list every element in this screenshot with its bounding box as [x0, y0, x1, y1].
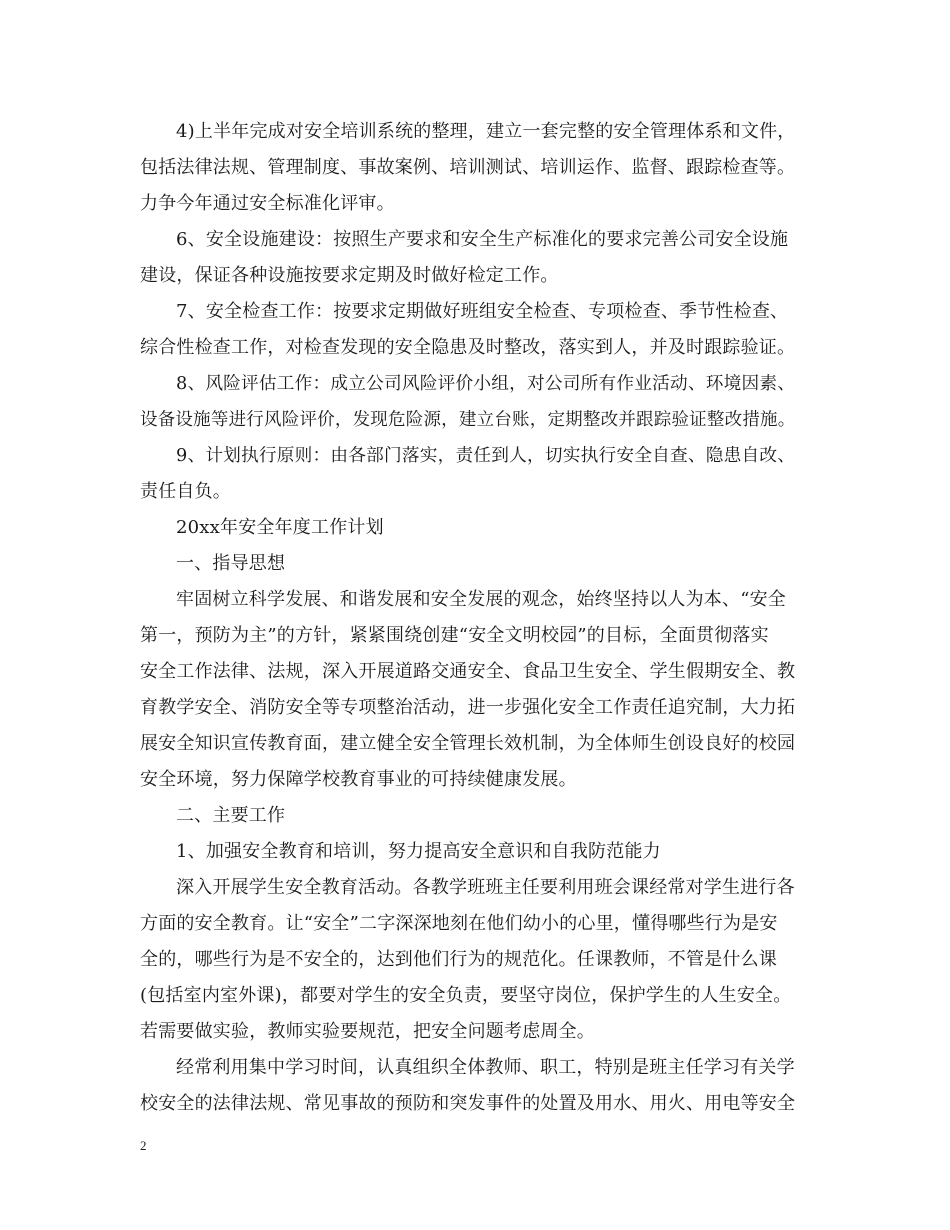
- text-line: 全的，哪些行为是不安全的，达到他们行为的规范化。任课教师，不管是什么课: [140, 949, 777, 970]
- paragraph: [140, 834, 830, 870]
- text-line: 校安全的法律法规、常见事故的预防和突发事件的处置及用水、用火、用电等安全: [140, 1093, 796, 1114]
- text-line: 包括法律法规、管理制度、事故案例、培训测试、培训运作、监督、跟踪检查等。: [140, 157, 796, 178]
- paragraph: [140, 798, 830, 834]
- text-line: 深入开展学生安全教育活动。各教学班班主任要利用班会课经常对学生进行各: [176, 877, 795, 898]
- text-line: 20xx年安全年度工作计划: [176, 517, 384, 538]
- text-line: 安全工作法律、法规，深入开展道路交通安全、食品卫生安全、学生假期安全、教: [140, 661, 796, 682]
- text-line: 一、指导思想: [176, 553, 286, 574]
- text-line: 安全环境，努力保障学校教育事业的可持续健康发展。: [140, 769, 577, 790]
- text-line: 方面的安全教育。让“安全”二字深深地刻在他们幼小的心里，懂得哪些行为是安: [140, 913, 778, 934]
- text-line: 若需要做实验，教师实验要规范，把安全问题考虑周全。: [140, 1021, 595, 1042]
- paragraph: [140, 1050, 830, 1122]
- text-line: 8、风险评估工作：成立公司风险评价小组，对公司所有作业活动、环境因素、: [176, 374, 796, 394]
- paragraph: [140, 114, 830, 222]
- text-line: 1、加强安全教育和培训，努力提高安全意识和自我防范能力: [176, 841, 661, 862]
- text-line: (包括室内室外课)，都要对学生的安全负责，要坚守岗位，保护学生的人生安全。: [140, 985, 792, 1006]
- text-line: 4)上半年完成对安全培训系统的整理，建立一套完整的安全管理体系和文件，: [176, 121, 796, 142]
- text-line: 综合性检查工作，对检查发现的安全隐患及时整改，落实到人，并及时跟踪验证。: [140, 337, 796, 358]
- text-line: 9、计划执行原则：由各部门落实，责任到人，切实执行安全自查、隐患自改、: [176, 446, 796, 466]
- text-line: 经常利用集中学习时间，认真组织全体教师、职工，特别是班主任学习有关学: [176, 1057, 795, 1078]
- text-line: 展安全知识宣传教育面，建立健全安全管理长效机制，为全体师生创设良好的校园: [140, 733, 796, 754]
- paragraph: [140, 222, 830, 294]
- paragraph: [140, 294, 830, 366]
- paragraph: [140, 438, 830, 510]
- text-line: 牢固树立科学发展、和谐发展和安全发展的观念，始终坚持以人为本、“安全: [176, 589, 786, 610]
- paragraph: [140, 546, 830, 582]
- text-line: 设备设施等进行风险评价，发现危险源，建立台账，定期整改并跟踪验证整改措施。: [140, 410, 796, 430]
- text-line: 第一，预防为主”的方针，紧紧围绕创建“安全文明校园”的目标，全面贯彻落实: [140, 625, 769, 646]
- paragraph: [140, 870, 830, 1050]
- text-line: 建设，保证各种设施按要求定期及时做好检定工作。: [140, 265, 559, 286]
- document-body: [140, 114, 830, 1122]
- page-number: 2: [140, 1138, 147, 1153]
- text-line: 二、主要工作: [176, 805, 286, 826]
- text-line: 育教学安全、消防安全等专项整治活动，进一步强化安全工作责任追究制，大力拓: [140, 697, 796, 718]
- paragraph: [140, 510, 830, 546]
- paragraph: [140, 582, 830, 798]
- text-line: 6、安全设施建设：按照生产要求和安全生产标准化的要求完善公司安全设施: [176, 229, 789, 250]
- paragraph: [140, 366, 830, 438]
- text-line: 7、安全检查工作：按要求定期做好班组安全检查、专项检查、季节性检查、: [176, 301, 789, 322]
- text-line: 责任自负。: [140, 481, 231, 502]
- text-line: 力争今年通过安全标准化评审。: [140, 193, 395, 214]
